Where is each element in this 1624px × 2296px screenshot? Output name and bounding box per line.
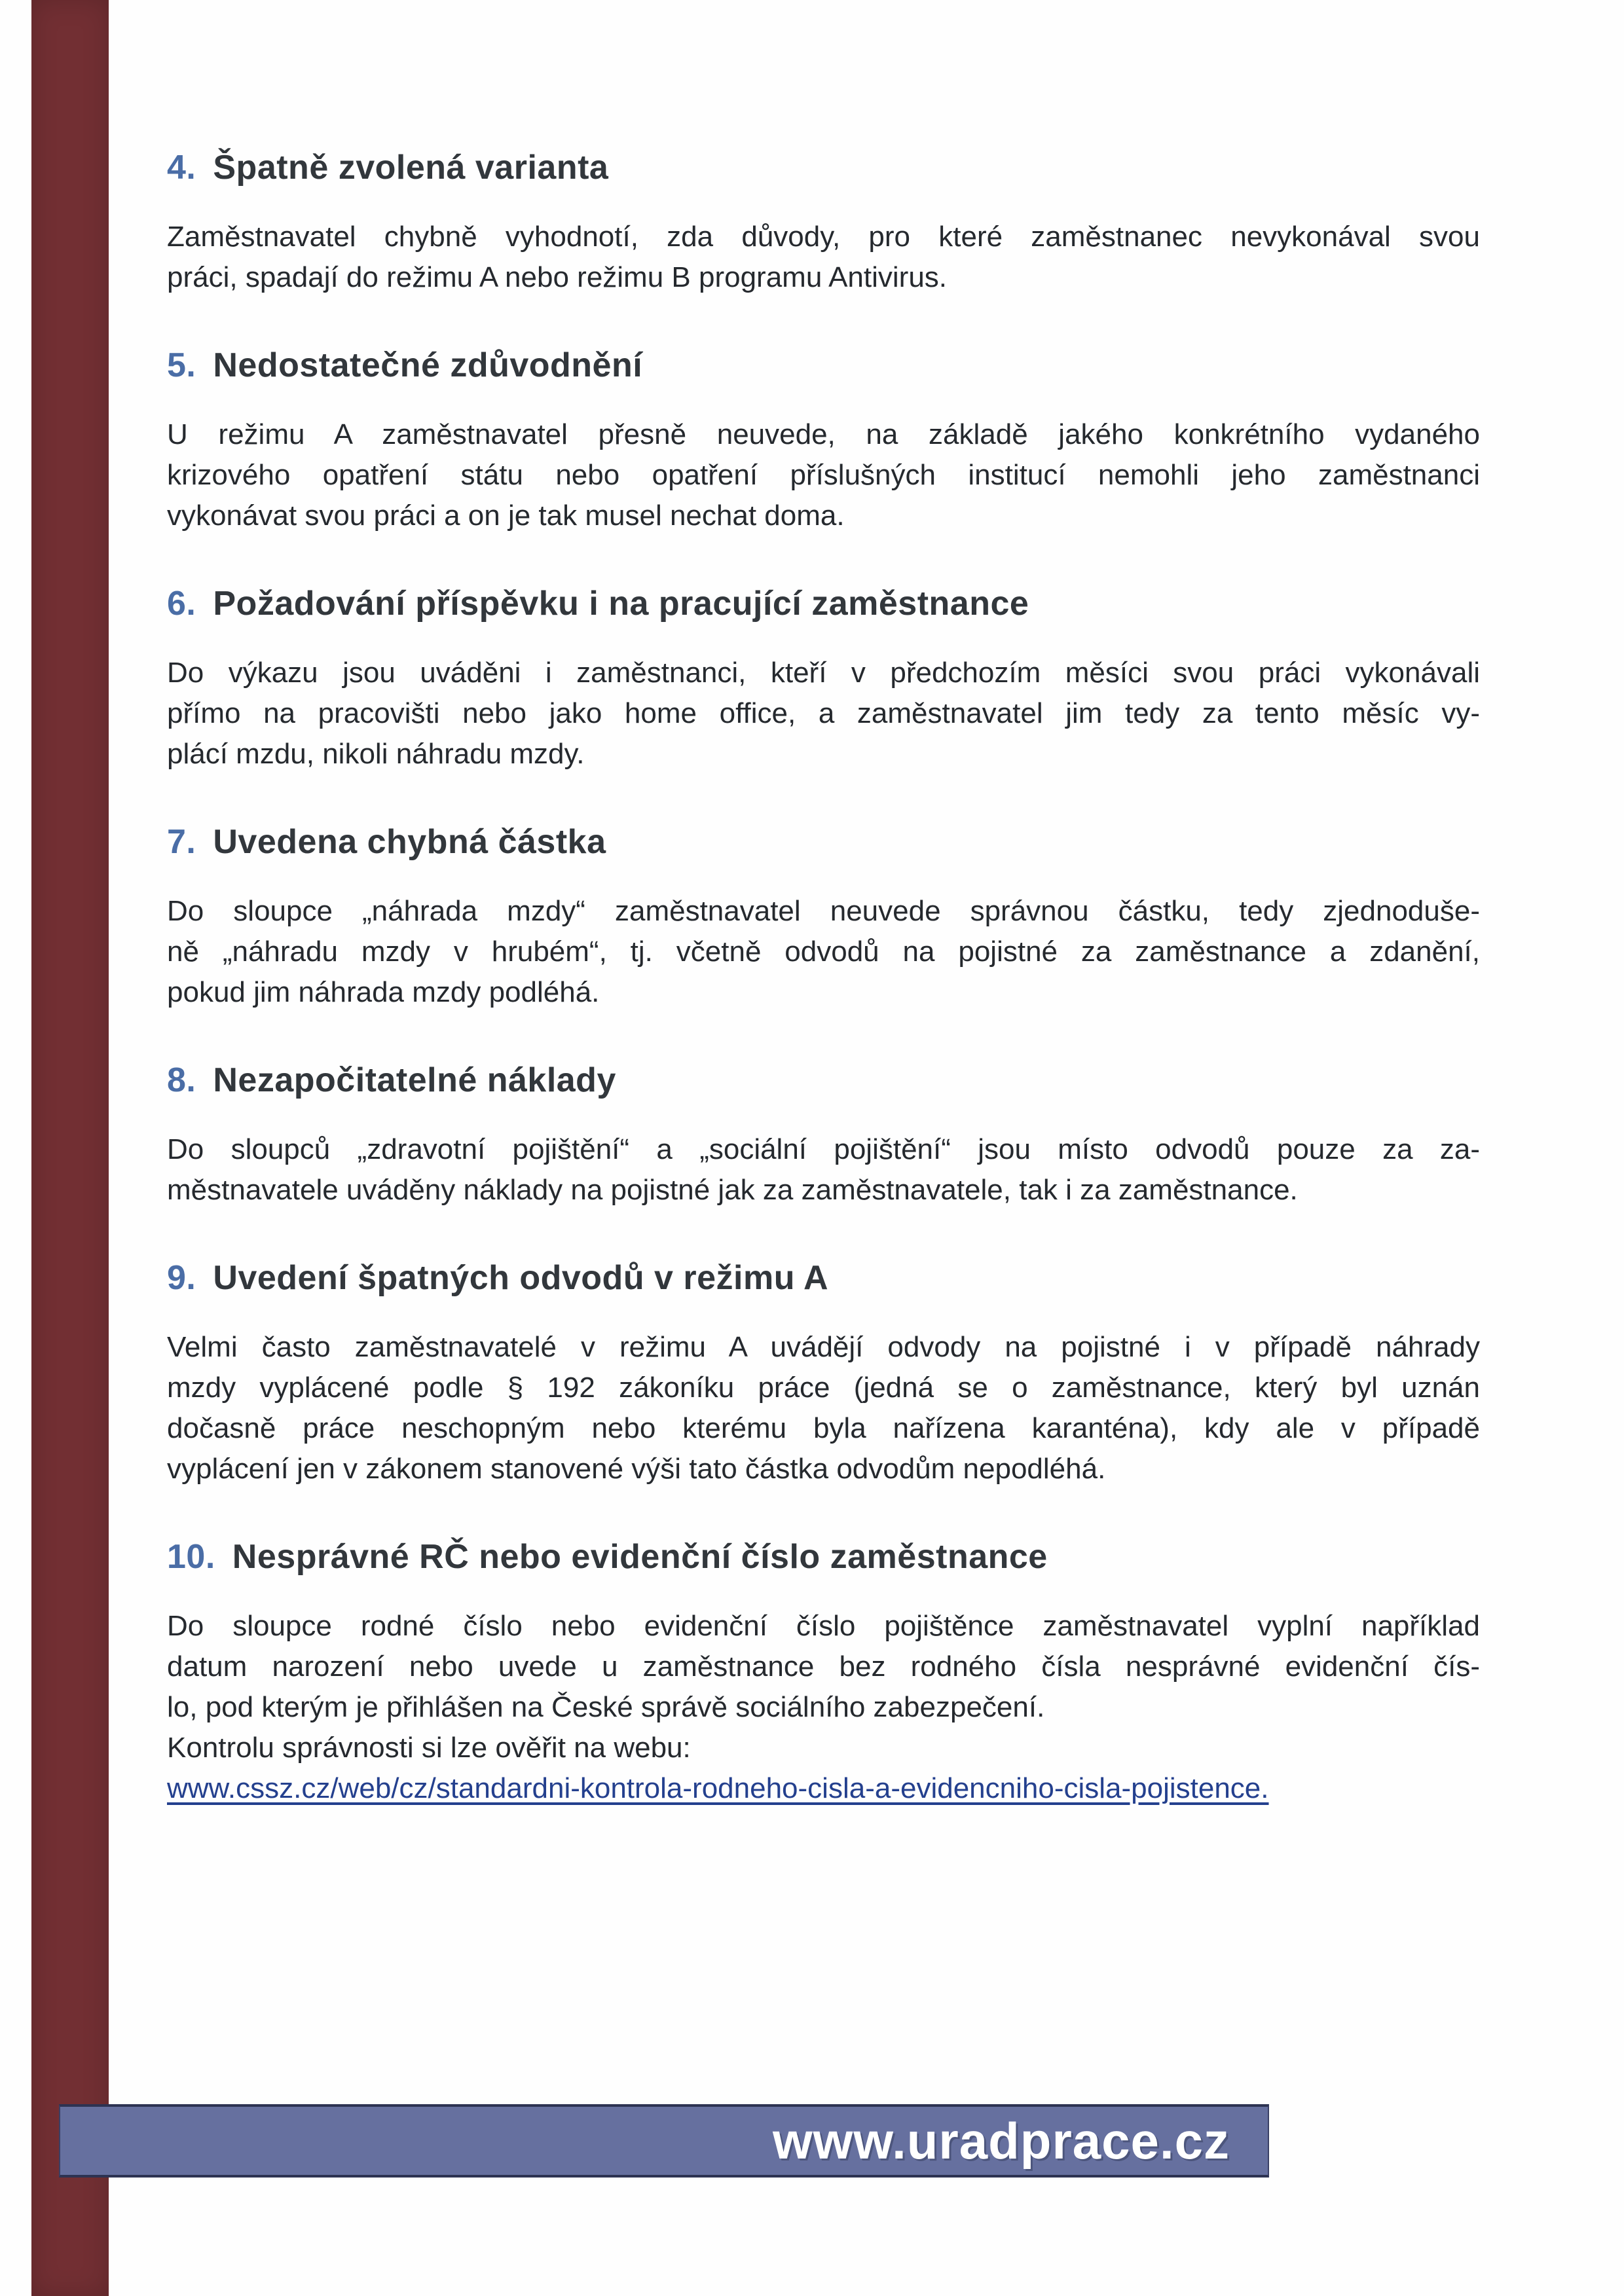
section-number: 9. [167, 1259, 196, 1297]
paragraph-line: Do sloupce „náhrada mzdy“ zaměstnavatel neuvede správnou částku, tedy zjednoduše- [167, 895, 1480, 927]
section-heading [167, 149, 1480, 187]
section-heading [167, 1259, 1480, 1297]
section-heading [167, 823, 1480, 861]
paragraph-line: přímo na pracovišti nebo jako home office, a zaměstnavatel jim tedy za tento měsíc vy- [167, 697, 1480, 729]
section-6-pozadovani-prispevku [167, 585, 1480, 774]
section-title: Nedostatečné zdůvodnění [213, 346, 643, 384]
paragraph-line: městnavatele uváděny náklady na pojistné jak za zaměstnavatele, tak i za zaměstnance. [167, 1174, 1298, 1206]
section-title: Uvedena chybná částka [213, 823, 606, 861]
left-accent-stripe [31, 0, 109, 2296]
section-heading [167, 1538, 1480, 1576]
section-5-nedostatecne-zduvodneni [167, 346, 1480, 536]
section-title: Uvedení špatných odvodů v režimu A [213, 1259, 829, 1297]
paragraph-line: mzdy vyplácené podle § 192 zákoníku práce (jedná se o zaměstnance, který byl uznán [167, 1372, 1480, 1404]
section-number: 8. [167, 1061, 196, 1099]
section-9-uvedeni-spatnych-odvodu [167, 1259, 1480, 1489]
section-paragraph [167, 1129, 1480, 1211]
paragraph-line: Do výkazu jsou uváděni i zaměstnanci, kteří v předchozím měsíci svou práci vykonávali [167, 657, 1480, 689]
paragraph-line: lo, pod kterým je přihlášen na České správě sociálního zabezpečení. [167, 1691, 1045, 1723]
section-title: Nezapočitatelné náklady [213, 1061, 616, 1099]
footer-url: www.uradprace.cz [772, 2111, 1230, 2170]
footer-bar [59, 2104, 1269, 2178]
paragraph-line: Do sloupce rodné číslo nebo evidenční číslo pojištěnce zaměstnavatel vyplní například [167, 1610, 1480, 1642]
document-content [167, 149, 1480, 1809]
paragraph-line: Do sloupců „zdravotní pojištění“ a „sociální pojištění“ jsou místo odvodů pouze za za- [167, 1133, 1480, 1165]
paragraph-line: datum narození nebo uvede u zaměstnance bez rodného čísla nesprávné evidenční čís- [167, 1650, 1480, 1683]
paragraph-line: ně „náhradu mzdy v hrubém“, tj. včetně odvodů na pojistné za zaměstnance a zdanění, [167, 936, 1480, 968]
paragraph-line: vykonávat svou práci a on je tak musel nechat doma. [167, 500, 845, 532]
paragraph-line: pokud jim náhrada mzdy podléhá. [167, 976, 600, 1008]
cssz-link[interactable]: www.cssz.cz/web/cz/standardni-kontrola-rodneho-cisla-a-evidencniho-cisla-pojistence. [167, 1772, 1269, 1804]
section-title: Špatně zvolená varianta [213, 149, 609, 187]
section-number: 7. [167, 823, 196, 861]
section-title: Nesprávné RČ nebo evidenční číslo zaměstnance [232, 1538, 1048, 1576]
section-number: 10. [167, 1538, 215, 1576]
section-paragraph [167, 653, 1480, 774]
link-line [167, 1768, 1480, 1809]
paragraph-line: plácí mzdu, nikoli náhradu mzdy. [167, 738, 585, 770]
section-paragraph [167, 1606, 1480, 1809]
paragraph-line: práci, spadají do režimu A nebo režimu B programu Antivirus. [167, 261, 948, 293]
section-heading [167, 1061, 1480, 1099]
section-number: 6. [167, 585, 196, 623]
section-title: Požadování příspěvku i na pracující zaměstnance [213, 585, 1029, 623]
paragraph-line: Kontrolu správnosti si lze ověřit na webu: [167, 1732, 691, 1764]
section-7-uvedena-chybna-castka [167, 823, 1480, 1013]
section-8-nezapocitatelne-naklady [167, 1061, 1480, 1211]
paragraph-line: dočasně práce neschopným nebo kterému byla nařízena karanténa), kdy ale v případě [167, 1412, 1480, 1444]
section-number: 5. [167, 346, 196, 384]
paragraph-line: U režimu A zaměstnavatel přesně neuvede, na základě jakého konkrétního vydaného [167, 418, 1480, 450]
paragraph-line: krizového opatření státu nebo opatření příslušných institucí nemohli jeho zaměstnanci [167, 459, 1480, 491]
paragraph-line: vyplácení jen v zákonem stanovené výši tato částka odvodům nepodléhá. [167, 1453, 1106, 1485]
paragraph-line: Velmi často zaměstnavatelé v režimu A uvádějí odvody na pojistné i v případě náhrady [167, 1331, 1480, 1363]
section-heading [167, 346, 1480, 384]
paragraph-line: Zaměstnavatel chybně vyhodnotí, zda důvody, pro které zaměstnanec nevykonával svou [167, 221, 1480, 253]
section-paragraph [167, 1327, 1480, 1489]
section-heading [167, 585, 1480, 623]
section-number: 4. [167, 149, 196, 187]
section-paragraph [167, 414, 1480, 536]
section-paragraph [167, 217, 1480, 298]
section-paragraph [167, 891, 1480, 1013]
section-4-spatne-zvolena-varianta [167, 149, 1480, 298]
section-10-nespravne-rc [167, 1538, 1480, 1809]
